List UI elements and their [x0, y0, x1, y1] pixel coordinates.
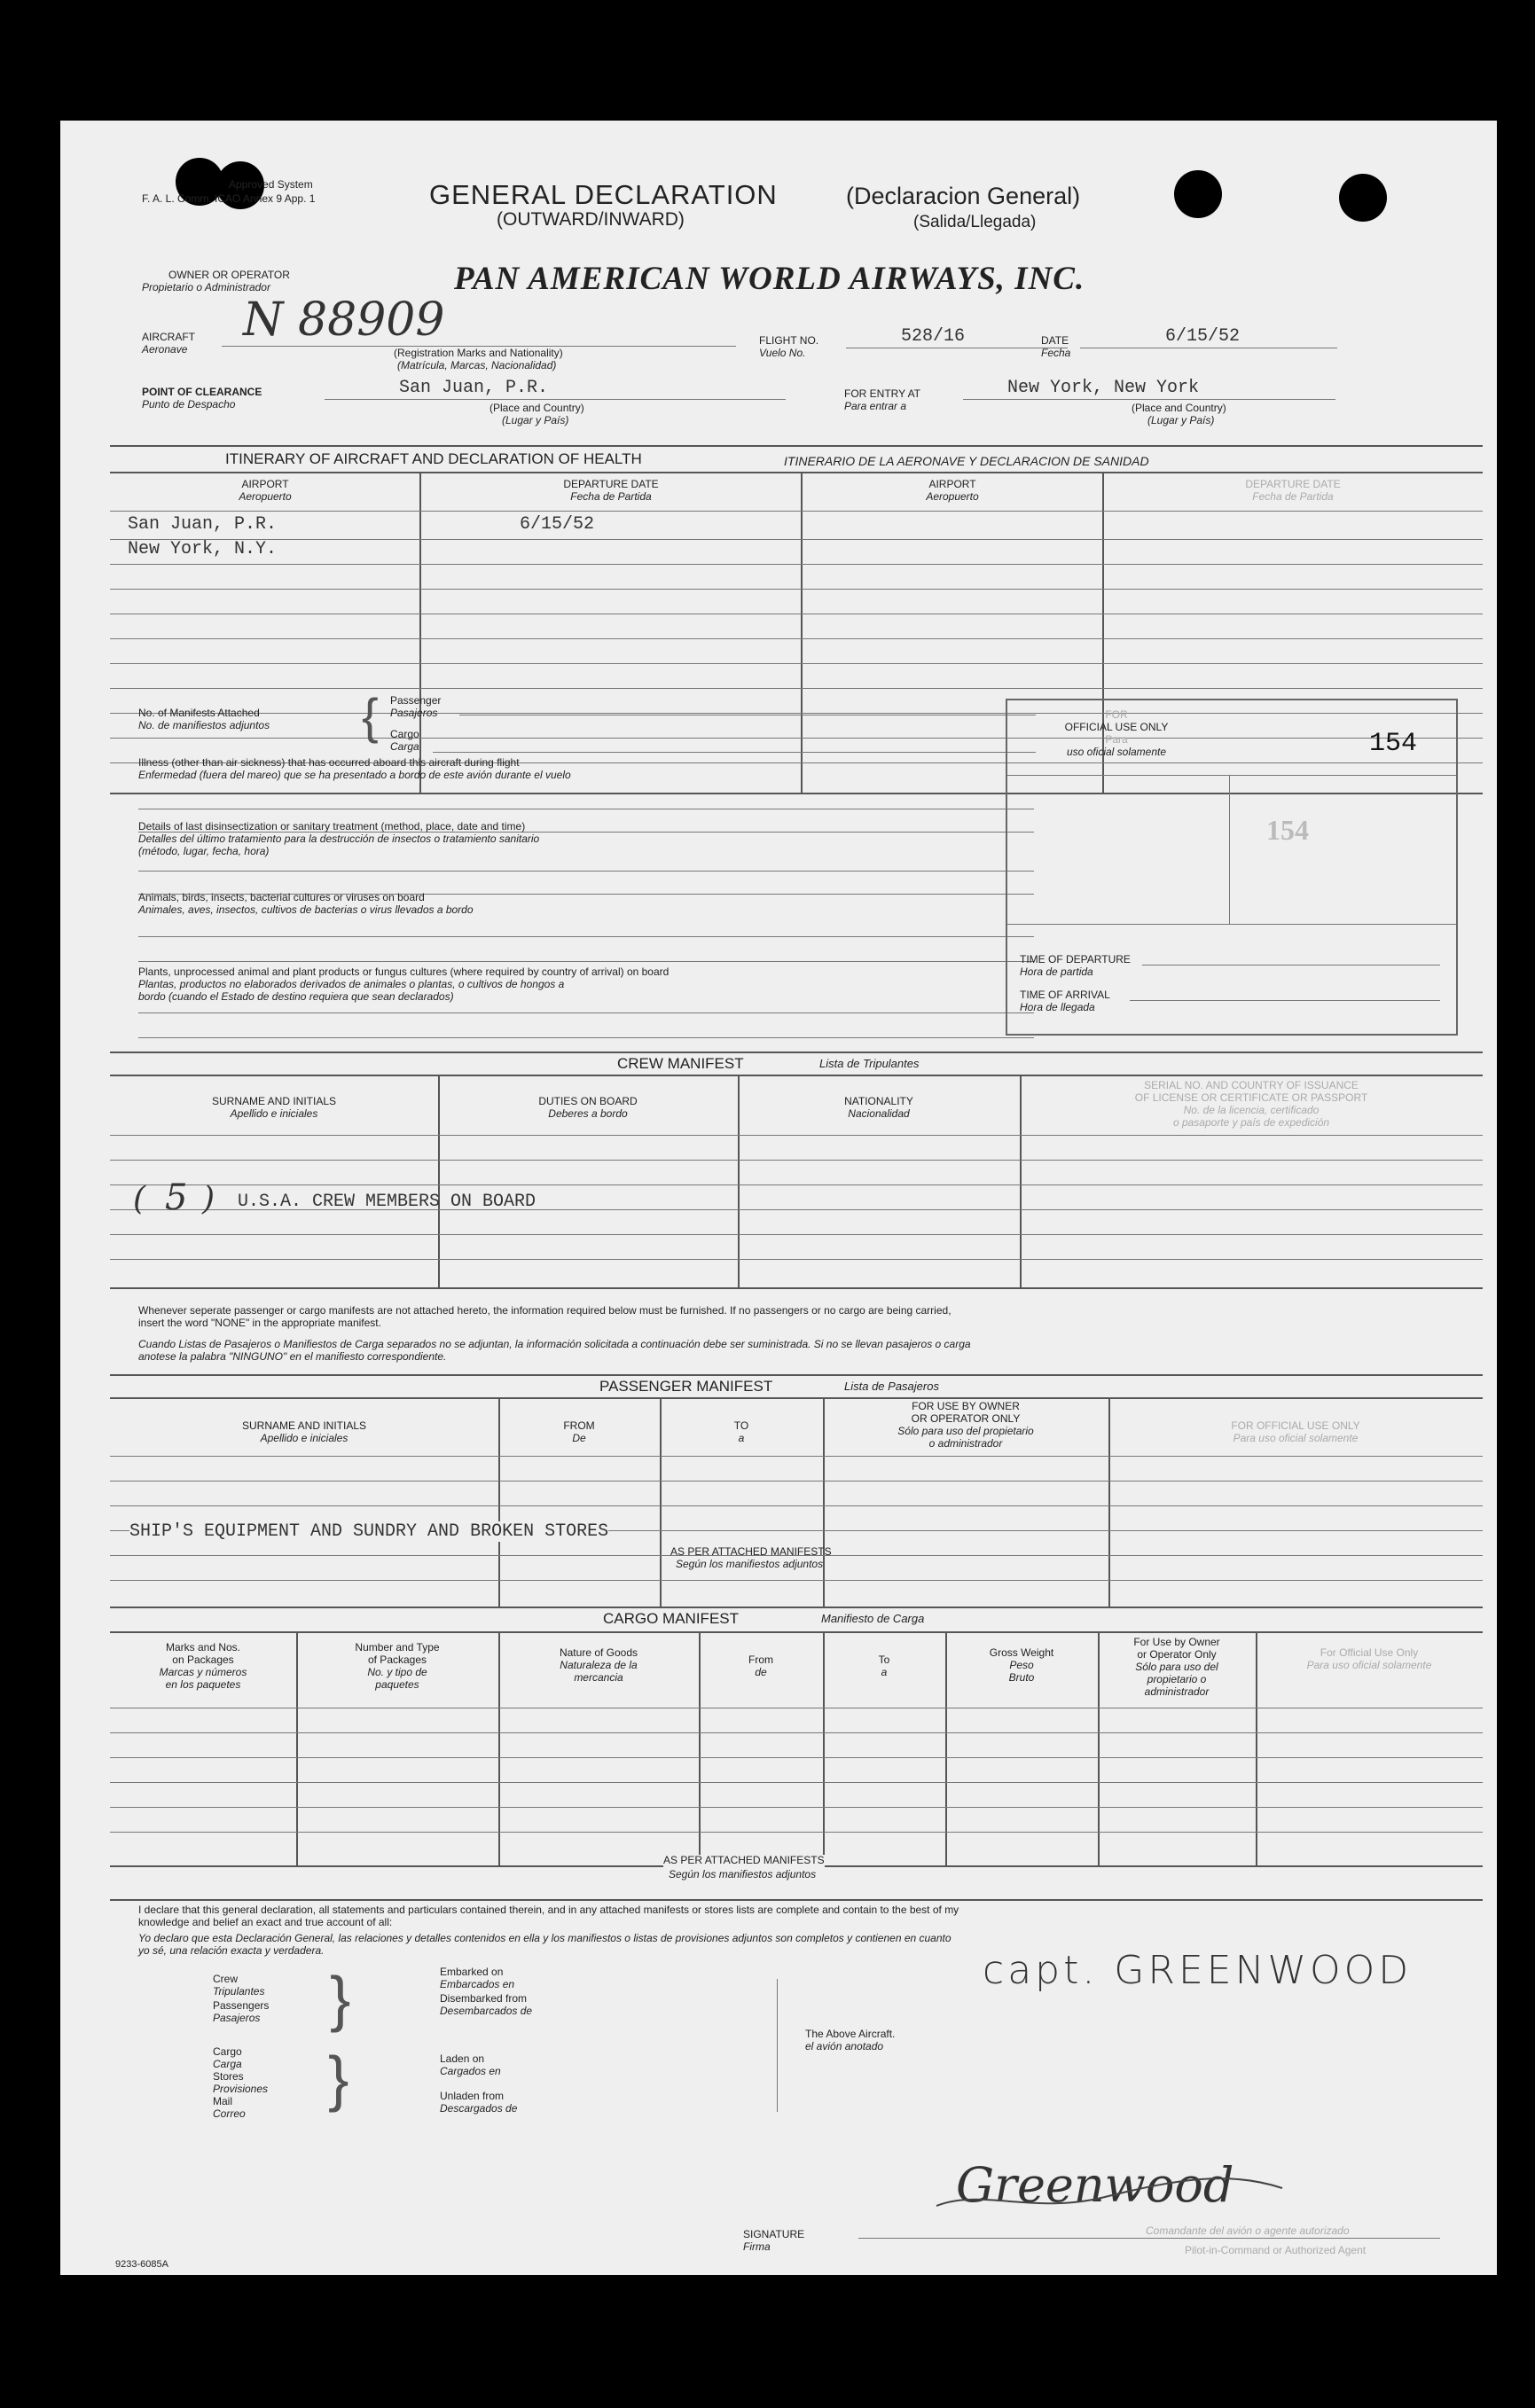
crew-title-es: Lista de Tripulantes: [819, 1057, 920, 1070]
decl-cargo-es: Carga: [213, 2058, 242, 2070]
passenger-col-3: TO: [733, 1419, 749, 1432]
decl-crew-es: Tripulantes: [213, 1985, 265, 1998]
cargo-col-5b: a: [881, 1666, 888, 1678]
passenger-col-4d: o administrador: [928, 1437, 1003, 1450]
aircraft-value: N 88909: [243, 293, 445, 347]
passenger-col-1: SURNAME AND INITIALS: [241, 1419, 367, 1432]
official-for: FOR: [1105, 708, 1128, 721]
date-value: 6/15/52: [1165, 326, 1241, 347]
owner-label: OWNER OR OPERATOR: [168, 269, 290, 281]
passenger-col-2-es: De: [572, 1432, 586, 1444]
form-subtitle: (OUTWARD/INWARD): [497, 209, 685, 230]
passenger-col-4c: Sólo para uso del propietario: [897, 1425, 1034, 1437]
crew-entry-close: ): [202, 1181, 215, 1217]
cargo-col-7a: For Use by Owner: [1133, 1636, 1220, 1648]
notice-line-2: insert the word "NONE" in the appropriate manifest.: [138, 1317, 381, 1329]
cargo-col-5a: To: [878, 1654, 890, 1666]
decl-handwritten: capt. GREENWOOD: [983, 1948, 1413, 1993]
notice-line-3: Cuando Listas de Pasajeros o Manifiestos de Carga separados no se adjuntan, la información solicitada a continuación debe ser suministrada. Si no se llevan pasajeros o carga: [138, 1338, 971, 1350]
plants-label-es-2: bordo (cuando el Estado de destino requiera que sean declarados): [138, 990, 454, 1003]
cargo-col-1b: on Packages: [172, 1654, 234, 1666]
passenger-col-5: FOR OFFICIAL USE ONLY: [1231, 1419, 1360, 1432]
passenger-attached-es: Según los manifiestos adjuntos: [676, 1558, 824, 1570]
itinerary-airport-2: New York, N.Y.: [128, 539, 278, 559]
decl-stores: Stores: [213, 2070, 244, 2083]
passenger-col-3-es: a: [738, 1432, 745, 1444]
cargo-col-3a: Nature of Goods: [559, 1646, 638, 1659]
crew-col-2: DUTIES ON BOARD: [538, 1095, 638, 1107]
decl-embarked: Embarked on: [440, 1966, 504, 1978]
cargo-col-4a: From: [748, 1654, 773, 1666]
form-title: GENERAL DECLARATION: [429, 179, 778, 210]
crew-col-4a: SERIAL NO. AND COUNTRY OF ISSUANCE: [1144, 1079, 1359, 1091]
cargo-col-7c: Sólo para uso del: [1135, 1661, 1218, 1673]
punch-hole: [1174, 170, 1222, 218]
aircraft-label: AIRCRAFT: [142, 331, 195, 343]
time-arrival-es: Hora de llegada: [1020, 1001, 1095, 1013]
cargo-col-1a: Marks and Nos.: [165, 1641, 241, 1654]
cargo-col-1c: Marcas y números: [159, 1666, 247, 1678]
crew-entry: U.S.A. CREW MEMBERS ON BOARD: [238, 1192, 536, 1212]
owner-value: PAN AMERICAN WORLD AIRWAYS, INC.: [454, 261, 1085, 297]
disinsect-label-es-2: (método, lugar, fecha, hora): [138, 845, 270, 857]
illness-label-es: Enfermedad (fuera del mareo) que se ha presentado a bordo de este avión durante el vuelo: [138, 769, 571, 781]
crew-col-4b: OF LICENSE OR CERTIFICATE OR PASSPORT: [1134, 1091, 1368, 1104]
passenger-title: PASSENGER MANIFEST: [599, 1378, 773, 1395]
passenger-col-4b: OR OPERATOR ONLY: [911, 1412, 1021, 1425]
decl-above-es: el avión anotado: [805, 2040, 884, 2052]
crew-col-3: NATIONALITY: [844, 1095, 913, 1107]
declaration-line-3: Yo declaro que esta Declaración General, las relaciones y detalles contenidos en ella y los manifiestos o listas de provisiones adjuntos son completos y contienen en cuanto: [138, 1932, 952, 1944]
col-departure-es: Fecha de Partida: [570, 490, 652, 503]
owner-label-es: Propietario o Administrador: [142, 281, 270, 293]
crew-col-2-es: Deberes a bordo: [548, 1107, 628, 1120]
official-number: 154: [1369, 729, 1418, 759]
col-airport: AIRPORT: [241, 478, 289, 490]
entry-caption-es: (Lugar y País): [1147, 414, 1215, 426]
aircraft-caption-es: (Matrícula, Marcas, Nacionalidad): [397, 359, 557, 371]
notice-line-1: Whenever seperate passenger or cargo manifests are not attached hereto, the information required below must be furnished. If no passengers or no cargo are being carried,: [138, 1304, 952, 1317]
cargo-col-2a: Number and Type: [355, 1641, 440, 1654]
passenger-title-es: Lista de Pasajeros: [844, 1380, 939, 1393]
time-arrival: TIME OF ARRIVAL: [1020, 989, 1110, 1001]
clearance-caption: (Place and Country): [489, 402, 584, 414]
cargo-col-7e: administrador: [1144, 1685, 1210, 1698]
manifests-label: No. of Manifests Attached: [138, 707, 260, 719]
crew-col-1-es: Apellido e iniciales: [230, 1107, 318, 1120]
flight-label: FLIGHT NO.: [759, 334, 819, 347]
date-label-es: Fecha: [1041, 347, 1071, 359]
declaration-line-1: I declare that this general declaration, all statements and particulars contained therein, and in any attached manifests or stores lists are complete and contain to the best of my: [138, 1904, 959, 1916]
clearance-label: POINT OF CLEARANCE: [142, 386, 262, 398]
decl-disembarked-es: Desembarcados de: [440, 2005, 533, 2017]
signature-label-es: Firma: [743, 2240, 771, 2253]
decl-mail: Mail: [213, 2095, 233, 2107]
itinerary-title-es: ITINERARIO DE LA AERONAVE Y DECLARACION DE SANIDAD: [784, 454, 1149, 468]
official-label: OFFICIAL USE ONLY: [1064, 721, 1169, 733]
passenger-col-2: FROM: [563, 1419, 595, 1432]
cargo-col-2b: of Packages: [367, 1654, 427, 1666]
crew-col-3-es: Nacionalidad: [848, 1107, 910, 1120]
decl-unladen: Unladen from: [440, 2090, 505, 2102]
itinerary-airport-1: San Juan, P.R.: [128, 514, 278, 535]
decl-mail-es: Correo: [213, 2107, 246, 2120]
decl-pass-es: Pasajeros: [213, 2012, 261, 2024]
passenger-entry: SHIP'S EQUIPMENT AND SUNDRY AND BROKEN STORES: [129, 1521, 609, 1542]
signature-caption-es: Comandante del avión o agente autorizado: [1146, 2224, 1350, 2237]
manifest-passenger: Passenger: [390, 694, 442, 707]
crew-entry-open: (: [133, 1181, 146, 1217]
animals-label-es: Animales, aves, insectos, cultivos de bacterias o virus llevados a bordo: [138, 903, 474, 916]
decl-laden: Laden on: [440, 2052, 485, 2065]
itinerary-date-1: 6/15/52: [520, 514, 595, 535]
signature-caption: Pilot-in-Command or Authorized Agent: [1185, 2244, 1367, 2256]
decl-above: The Above Aircraft.: [805, 2028, 896, 2040]
notice-line-4: anotese la palabra "NINGUNO" en el manifiesto correspondiente.: [138, 1350, 447, 1363]
entry-value: New York, New York: [1007, 378, 1200, 398]
approved-line-1: Approved System: [229, 178, 313, 191]
cargo-col-2c: No. y tipo de: [367, 1666, 427, 1678]
cargo-title: CARGO MANIFEST: [603, 1610, 740, 1627]
illness-label: Illness (other than air sickness) that has occurred aboard this aircraft during flight: [138, 756, 520, 769]
decl-crew: Crew: [213, 1973, 239, 1985]
crew-col-4c: No. de la licencia, certificado: [1183, 1104, 1320, 1116]
cargo-attached-es: Según los manifiestos adjuntos: [669, 1868, 817, 1880]
disinsect-label: Details of last disinsectization or sanitary treatment (method, place, date and time): [138, 820, 526, 833]
signature-label: SIGNATURE: [743, 2228, 805, 2240]
manifest-cargo: Cargo: [390, 728, 419, 740]
date-label: DATE: [1041, 334, 1069, 347]
flight-value: 528/16: [901, 326, 966, 347]
declaration-form: Approved System F. A. L. Comm. ICAO Annex 9 App. 1 GENERAL DECLARATION (OUTWARD/INWARD) (Declaracion General) (Salida/Llegada) OWNER OR OPERATOR Propietario o Administrador PAN AMERICAN WORLD AIRWAYS, INC. AIRCRAFT Aeronave N 88909 (Registration Marks and Nationality) (Matrícula, Marcas, Nacionalidad) FLIGHT NO. Vuelo No. 528/16 DATE Fecha 6/15/52 POINT OF CLEARANCE Punto de Despacho San Juan, P.R. (Place and Country) (Lugar y País) FOR ENTRY AT Para entrar a New York, New York (Place and Country) (Lugar y País) ITINERARY OF AIRCRAFT AND DECLARATION OF HEALTH ITINERARIO DE LA AERONAVE Y DECLARACION DE SANIDAD AIRPORT Aeropuerto DEPARTURE DATE Fecha de Partida AIRPORT Aeropuerto DEPARTURE DATE Fecha de Partida San Juan, P.R. New York, N.Y. 6/15/52 No. of Manifests Attached No. de manifiestos adjuntos { Passenger Pasajeros Cargo Carga Illness (other than air sickness) that has occurred aboard this aircraft during flight Enfermedad (fuera del mareo) que se ha presentado a bordo de este avión durante el vuelo Details of last disinsectization or sanitary treatment (method, place, date and time) Detalles del último tratamiento para la destrucción de insectos o tratamiento sanitario (método, lugar, fecha, hora) Animals, birds, insects, bacterial cultures or viruses on board Animales, aves, insectos, cultivos de bacterias o virus llevados a bordo Plants, unprocessed animal and plant products or fungus cultures (where required by country of arrival) on board Plantas, productos no elaborados derivados de animales o plantas, o cultivos de hongos a bordo (cuando el Estado de destino requiera que sean declarados) FOR OFFICIAL USE ONLY Para uso oficial solamente 154 154 TIME OF DEPARTURE Hora de partida TIME OF ARRIVAL Hora de llegada CREW MANIFEST Lista de Tripulantes SURNAME AND INITIALS Apellido e iniciales DUTIES ON BOARD Deberes a bordo NATIONALITY Nacionalidad SERIAL NO. AND COUNTRY OF ISSUANCE OF LICENSE OR CERTIFICATE OR PASSPORT No. de la licencia, certificado o pasaporte y país de expedición ( 5 ) U.S.A. CREW MEMBERS ON BOARD Whenever seperate passenger or cargo manifests are not attached hereto, the information required below must be furnished. If no passengers or no cargo are being carried, insert the word "NONE" in the appropriate manifest. Cuando Listas de Pasajeros o Manifiestos de Carga separados no se adjuntan, la información solicitada a continuación debe ser suministrada. Si no se llevan pasajeros o carga anotese la palabra "NINGUNO" en el manifiesto correspondiente. PASSENGER MANIFEST Lista de Pasajeros SURNAME AND INITIALS Apellido e iniciales FROM De TO a FOR USE BY OWNER OR OPERATOR ONLY Sólo para uso del propietario o administrador FOR OFFICIAL USE ONLY Para uso oficial solamente SHIP'S EQUIPMENT AND SUNDRY AND BROKEN STORES AS PER ATTACHED MANIFESTS Según los manifiestos adjuntos CARGO MANIFEST Manifiesto de Carga Marks and Nos. on Packages Marcas y números en los paquetes Number and Type of Packages No. y tipo de paquetes Nature of Goods Naturaleza de la mercancia From de To a Gross Weight Peso Bruto For Use by Owner or Operator Only Sólo para uso del propietario o administrador For Official Use Only Para uso oficial solamente AS PER ATTACHED MANIFESTS Según los manifiestos adjuntos I declare that this general declaration, all statements and particulars contained therein, and in any attached manifests or stores lists are complete and contain to the best of my knowledge and belief an exact and true account of all: Yo declaro que esta Declaración General, las relaciones y detalles contenidos en ella y los manifiestos o listas de provisiones adjuntos son completos y contienen en cuanto yo sé, una relación exacta y verdadera. Crew Tripulantes Passengers Pasajeros } Embarked on Embarcados en Disembarked from Desembarcados de Cargo Carga Stores Provisiones Mail Correo } Laden on Cargados en Unladen from Descargados de The Above Aircraft. el avión anotado capt. GREENWOOD Greenwood SIGNATURE Firma Comandante del avión o agente autorizado Pilot-in-Command or Authorized Agent 9233-6085A: [60, 121, 1497, 2275]
punch-hole: [1339, 174, 1387, 222]
animals-label: Animals, birds, insects, bacterial cultures or viruses on board: [138, 891, 425, 903]
cargo-col-7b: or Operator Only: [1137, 1648, 1217, 1661]
plants-label-es: Plantas, productos no elaborados derivados de animales o plantas, o cultivos de hongos a: [138, 978, 565, 990]
cargo-title-es: Manifiesto de Carga: [821, 1612, 925, 1625]
crew-col-1: SURNAME AND INITIALS: [211, 1095, 337, 1107]
clearance-label-es: Punto de Despacho: [142, 398, 236, 410]
manifest-cargo-es: Carga: [390, 740, 419, 753]
cargo-col-4b: de: [755, 1666, 767, 1678]
crew-col-4d: o pasaporte y país de expedición: [1172, 1116, 1330, 1129]
cargo-col-6c: Bruto: [1008, 1671, 1035, 1684]
form-number: 9233-6085A: [115, 2259, 168, 2270]
declaration-line-4: yo sé, una relación exacta y verdadera.: [138, 1944, 325, 1957]
decl-laden-es: Cargados en: [440, 2065, 501, 2077]
cargo-col-3c: mercancia: [574, 1671, 623, 1684]
plants-label: Plants, unprocessed animal and plant products or fungus cultures (where required by country of arrival) on board: [138, 966, 670, 978]
cargo-col-6a: Gross Weight: [989, 1646, 1054, 1659]
cargo-col-7d: propietario o: [1147, 1673, 1207, 1685]
form-subtitle-es: (Salida/Llegada): [913, 213, 1037, 231]
cargo-col-6b: Peso: [1009, 1659, 1034, 1671]
form-title-es: (Declaracion General): [846, 183, 1081, 209]
decl-embarked-es: Embarcados en: [440, 1978, 515, 1990]
crew-title: CREW MANIFEST: [617, 1055, 744, 1072]
crew-count: 5: [165, 1177, 188, 1218]
declaration-line-2: knowledge and belief an exact and true account of all:: [138, 1916, 393, 1928]
passenger-col-5-es: Para uso oficial solamente: [1233, 1432, 1359, 1444]
cargo-col-3b: Naturaleza de la: [560, 1659, 638, 1671]
official-para: Para: [1105, 733, 1128, 746]
col-airport-2: AIRPORT: [928, 478, 976, 490]
cargo-col-2d: paquetes: [375, 1678, 419, 1691]
entry-caption: (Place and Country): [1132, 402, 1226, 414]
clearance-caption-es: (Lugar y País): [502, 414, 569, 426]
entry-label-es: Para entrar a: [844, 400, 907, 412]
signature-flourish: [928, 2153, 1300, 2224]
cargo-col-8b: Para uso oficial solamente: [1306, 1659, 1432, 1671]
passenger-col-4a: FOR USE BY OWNER: [912, 1400, 1020, 1412]
manifest-passenger-es: Pasajeros: [390, 707, 438, 719]
disinsect-label-es: Detalles del último tratamiento para la destrucción de insectos o tratamiento sanitario: [138, 833, 540, 845]
aircraft-caption: (Registration Marks and Nationality): [394, 347, 563, 359]
decl-unladen-es: Descargados de: [440, 2102, 518, 2115]
decl-disembarked: Disembarked from: [440, 1992, 528, 2005]
time-departure: TIME OF DEPARTURE: [1020, 953, 1131, 966]
decl-cargo: Cargo: [213, 2045, 242, 2058]
approved-line-2: F. A. L. Comm. ICAO Annex 9 App. 1: [142, 192, 316, 205]
manifests-label-es: No. de manifiestos adjuntos: [138, 719, 270, 731]
official-stamp: 154: [1266, 814, 1309, 846]
decl-pass: Passengers: [213, 1999, 270, 2012]
passenger-attached: AS PER ATTACHED MANIFESTS: [670, 1545, 832, 1558]
signature: Greenwood: [956, 2157, 1234, 2213]
col-airport-es: Aeropuerto: [239, 490, 292, 503]
itinerary-title: ITINERARY OF AIRCRAFT AND DECLARATION OF HEALTH: [225, 450, 642, 467]
cargo-col-8a: For Official Use Only: [1320, 1646, 1419, 1659]
col-departure: DEPARTURE DATE: [563, 478, 659, 490]
cargo-col-1d: en los paquetes: [165, 1678, 241, 1691]
official-label-es: uso oficial solamente: [1066, 746, 1167, 758]
clearance-value: San Juan, P.R.: [399, 378, 549, 398]
entry-label: FOR ENTRY AT: [844, 387, 921, 400]
decl-stores-es: Provisiones: [213, 2083, 269, 2095]
time-departure-es: Hora de partida: [1020, 966, 1093, 978]
cargo-attached: AS PER ATTACHED MANIFESTS: [663, 1854, 825, 1866]
aircraft-label-es: Aeronave: [142, 343, 188, 356]
flight-label-es: Vuelo No.: [759, 347, 806, 359]
passenger-col-1-es: Apellido e iniciales: [260, 1432, 349, 1444]
col-departure-es-2: Fecha de Partida: [1252, 490, 1334, 503]
col-airport-es-2: Aeropuerto: [926, 490, 979, 503]
col-departure-2: DEPARTURE DATE: [1245, 478, 1341, 490]
